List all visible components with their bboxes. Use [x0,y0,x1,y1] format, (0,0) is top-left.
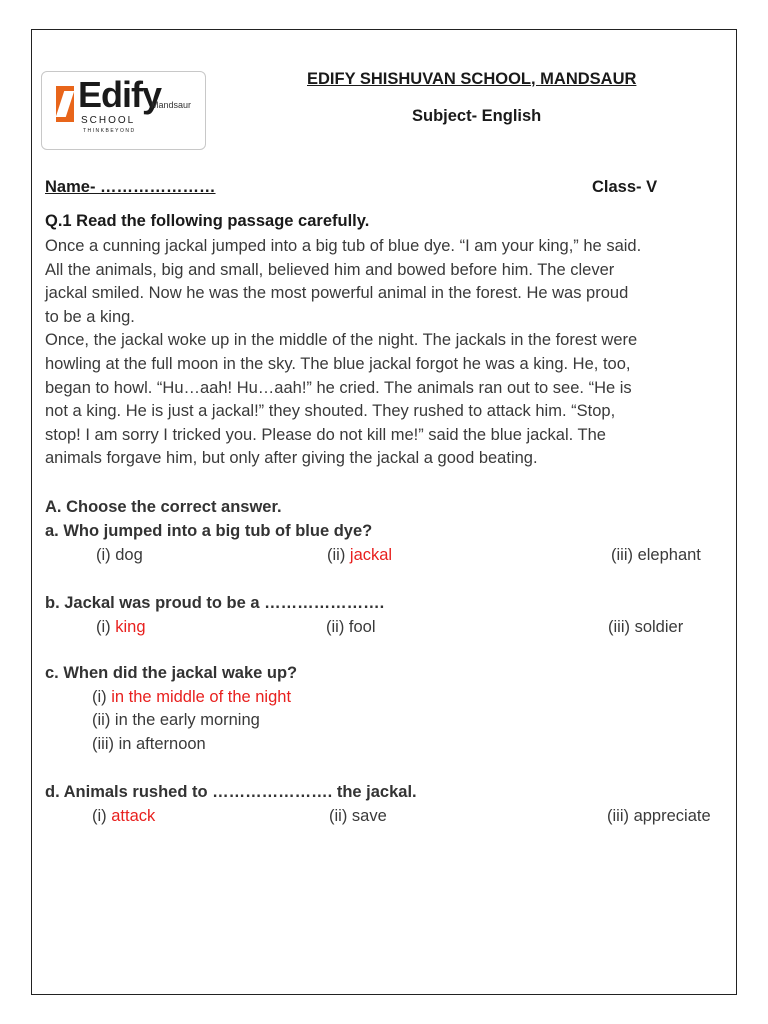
option-d-i [92,807,155,826]
option-marker: (iii) [611,546,638,564]
option-marker: (ii) [329,807,352,825]
option-text-correct: attack [111,807,156,825]
subject-line: Subject- English [412,107,542,125]
question-d: d. Animals rushed to …………………. the jackal. [45,783,417,801]
logo-tagline: THINKBEYOND [83,128,136,134]
question-a: a. Who jumped into a big tub of blue dye? [45,522,373,540]
passage-line: animals forgave him, but only after giving the jackal a good beating. [45,449,538,468]
name-field: Name- ………………… [45,178,216,196]
passage-line: stop! I am sorry I tricked you. Please do not kill me!” said the blue jackal. The [45,425,606,444]
option-text-correct: jackal [349,546,393,564]
passage-line: jackal smiled. Now he was the most powerful animal in the forest. He was proud [45,284,629,303]
option-marker: (i) [92,807,112,825]
option-marker: (i) [96,546,116,564]
passage-line: to be a king. [45,307,135,326]
option-text: save [351,807,387,825]
school-logo [41,71,206,150]
option-marker: (i) [92,688,112,706]
logo-word: Edify [78,74,162,115]
question-1-heading: Q.1 Read the following passage carefully. [45,212,370,230]
option-text: appreciate [633,807,711,825]
option-a-ii [327,546,392,565]
option-marker: (iii) [92,735,119,753]
logo-city: Mandsaur [151,100,192,110]
option-text-correct: in the middle of the night [111,688,292,706]
passage-line: Once, the jackal woke up in the middle of the night. The jackals in the forest were [45,331,638,350]
class-label: Class- V [592,178,658,196]
logo-flag-icon [56,86,74,122]
option-text: fool [348,618,376,636]
option-text: elephant [637,546,701,564]
option-b-iii [608,618,683,637]
passage-line: began to howl. “Hu…aah! Hu…aah!” he cried. The animals ran out to see. “He is [45,378,632,397]
option-text: dog [115,546,143,564]
option-b-ii [326,618,376,637]
option-c-iii [92,735,206,754]
option-d-iii [607,807,711,826]
option-b-i [96,618,146,637]
option-text: in afternoon [118,735,206,753]
passage-line: Once a cunning jackal jumped into a big tub of blue dye. “I am your king,” he said. [45,237,642,255]
option-a-iii [611,546,701,565]
section-a-heading: A. Choose the correct answer. [45,498,282,516]
reading-passage [45,235,735,471]
option-marker: (ii) [92,711,115,729]
option-marker: (ii) [326,618,349,636]
passage-line: howling at the full moon in the sky. The blue jackal forgot he was a king. He, too, [45,354,631,373]
question-b: b. Jackal was proud to be a …………………. [45,594,385,612]
option-marker: (iii) [608,618,635,636]
passage-line: All the animals, big and small, believed him and bowed before him. The clever [45,260,615,279]
passage-line: not a king. He is just a jackal!” they shouted. They rushed to attack him. “Stop, [45,402,616,421]
option-d-ii [329,807,387,826]
school-title: EDIFY SHISHUVAN SCHOOL, MANDSAUR [307,70,637,88]
option-marker: (iii) [607,807,634,825]
option-text: in the early morning [114,711,260,729]
option-c-i [92,688,291,707]
question-c: c. When did the jackal wake up? [45,664,298,682]
option-c-ii [92,711,260,730]
option-a-i [96,546,143,565]
option-text: soldier [634,618,684,636]
option-marker: (i) [96,618,116,636]
option-marker: (ii) [327,546,350,564]
option-text-correct: king [115,618,146,636]
logo-school: SCHOOL [81,115,136,126]
